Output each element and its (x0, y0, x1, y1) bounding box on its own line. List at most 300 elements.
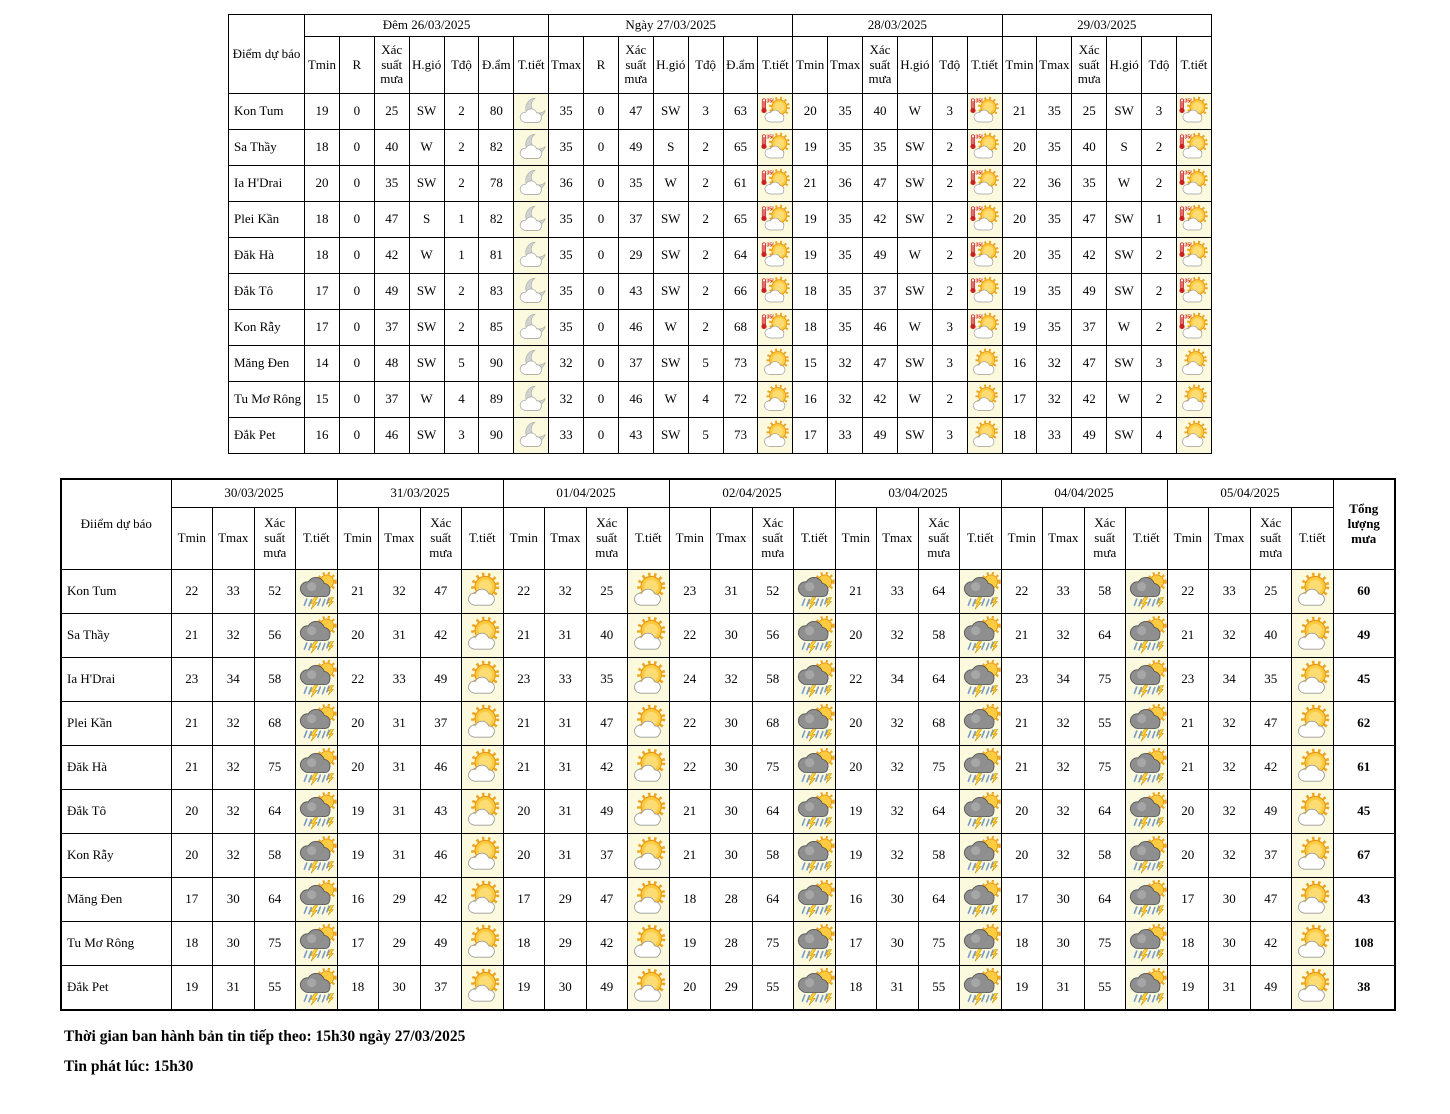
value-cell: 31 (1209, 966, 1251, 1011)
value-cell: W (653, 310, 688, 346)
hot-sun-icon (1176, 310, 1211, 346)
value-cell: 25 (1250, 570, 1292, 614)
value-cell: 80 (479, 94, 514, 130)
value-cell: 42 (863, 202, 898, 238)
value-cell: 33 (1037, 418, 1072, 454)
table-row (229, 346, 1212, 382)
value-cell: 1 (444, 238, 479, 274)
storm-icon (296, 614, 338, 658)
column-header: Tđộ (444, 37, 479, 94)
value-cell: 31 (379, 834, 421, 878)
location-label: Kon Rẫy (61, 834, 171, 878)
date-group-header: 28/03/2025 (793, 15, 1002, 37)
value-cell: 21 (1002, 94, 1037, 130)
table-row (61, 922, 1395, 966)
value-cell: 2 (932, 130, 967, 166)
sun-cloud-icon (462, 878, 504, 922)
value-cell: 29 (379, 922, 421, 966)
value-cell: 20 (1001, 834, 1043, 878)
column-header: Tmin (1002, 37, 1037, 94)
value-cell: 3 (1142, 94, 1177, 130)
value-cell: 36 (549, 166, 584, 202)
storm-icon (794, 790, 836, 834)
value-cell: 32 (877, 790, 919, 834)
value-cell: 58 (752, 834, 794, 878)
value-cell: SW (409, 166, 444, 202)
hot-sun-icon (967, 166, 1002, 202)
value-cell: 35 (828, 130, 863, 166)
storm-icon (296, 922, 338, 966)
column-header: T.tiết (462, 508, 504, 570)
value-cell: 20 (171, 834, 213, 878)
date-group-header: 31/03/2025 (337, 479, 503, 508)
sun-cloud-icon (1176, 418, 1211, 454)
svg-text:35°: 35° (975, 206, 984, 213)
next-bulletin-time: Thời gian ban hành bản tin tiếp theo: 15h30 ngày 27/03/2025 (64, 1028, 466, 1045)
value-cell: 36 (828, 166, 863, 202)
column-header: T.tiết (628, 508, 670, 570)
table-row (61, 834, 1395, 878)
value-cell: 47 (586, 878, 628, 922)
value-cell: W (409, 382, 444, 418)
value-cell: 0 (584, 274, 619, 310)
moon-cloud-icon (514, 238, 549, 274)
value-cell: 23 (669, 570, 711, 614)
value-cell: 18 (1167, 922, 1209, 966)
value-cell: 40 (586, 614, 628, 658)
value-cell: 19 (337, 790, 379, 834)
value-cell: 33 (1043, 570, 1085, 614)
value-cell: SW (1107, 94, 1142, 130)
value-cell: 29 (711, 966, 753, 1011)
table-row (229, 310, 1212, 346)
value-cell: 17 (793, 418, 828, 454)
value-cell: 2 (688, 238, 723, 274)
moon-cloud-icon (514, 310, 549, 346)
value-cell: W (409, 238, 444, 274)
value-cell: SW (1107, 238, 1142, 274)
value-cell: 0 (584, 418, 619, 454)
value-cell: 46 (618, 310, 653, 346)
value-cell: 32 (1209, 702, 1251, 746)
value-cell: 37 (586, 834, 628, 878)
table-row (229, 130, 1212, 166)
hot-sun-icon (967, 274, 1002, 310)
value-cell: 31 (545, 834, 587, 878)
value-cell: 21 (171, 614, 213, 658)
column-header: R (339, 37, 374, 94)
hot-sun-icon (758, 166, 793, 202)
value-cell: 47 (1072, 346, 1107, 382)
column-header: Xác suất mưa (618, 37, 653, 94)
value-cell: 15 (793, 346, 828, 382)
svg-text:35°: 35° (766, 98, 774, 105)
sun-cloud-icon (628, 702, 670, 746)
table-row (229, 382, 1212, 418)
table-row (61, 966, 1395, 1011)
value-cell: 19 (1002, 310, 1037, 346)
value-cell: 23 (171, 658, 213, 702)
value-cell: 20 (337, 702, 379, 746)
value-cell: 75 (1084, 922, 1126, 966)
date-group-header: Đêm 26/03/2025 (305, 15, 549, 37)
value-cell: 2 (932, 166, 967, 202)
value-cell: 32 (1209, 834, 1251, 878)
value-cell: W (897, 94, 932, 130)
storm-icon (794, 878, 836, 922)
location-label: Kon Rẫy (229, 310, 305, 346)
sun-cloud-icon (1292, 746, 1334, 790)
value-cell: 21 (1167, 614, 1209, 658)
value-cell: 89 (479, 382, 514, 418)
value-cell: 49 (586, 790, 628, 834)
sun-cloud-icon (1292, 834, 1334, 878)
value-cell: 28 (711, 922, 753, 966)
value-cell: 55 (254, 966, 296, 1011)
sun-cloud-icon (462, 658, 504, 702)
value-cell: 90 (479, 418, 514, 454)
value-cell: 2 (1142, 382, 1177, 418)
location-label: Tu Mơ Rông (61, 922, 171, 966)
value-cell: 2 (444, 94, 479, 130)
value-cell: 22 (835, 658, 877, 702)
svg-text:35°: 35° (1184, 278, 1193, 285)
sun-cloud-icon (1292, 702, 1334, 746)
svg-text:35°: 35° (766, 170, 774, 177)
value-cell: SW (897, 166, 932, 202)
value-cell: 0 (339, 346, 374, 382)
sun-cloud-icon (758, 418, 793, 454)
sun-cloud-icon (758, 346, 793, 382)
table-row (229, 166, 1212, 202)
column-header: Xác suất mưa (420, 508, 462, 570)
storm-icon (1126, 834, 1168, 878)
location-label: Ia H'Drai (229, 166, 305, 202)
column-header: Tmax (213, 508, 255, 570)
storm-icon (960, 922, 1002, 966)
value-cell: 85 (479, 310, 514, 346)
value-cell: 22 (669, 702, 711, 746)
value-cell: 65 (723, 130, 758, 166)
value-cell: 2 (1142, 130, 1177, 166)
forecast-point-header: Điểm dự báo (229, 15, 305, 94)
column-header: T.tiết (296, 508, 338, 570)
column-header: Xác suất mưa (1084, 508, 1126, 570)
value-cell: 75 (752, 922, 794, 966)
value-cell: 2 (444, 130, 479, 166)
value-cell: 35 (1037, 94, 1072, 130)
date-group-header: 03/04/2025 (835, 479, 1001, 508)
value-cell: 0 (584, 94, 619, 130)
value-cell: W (1107, 310, 1142, 346)
storm-icon (296, 746, 338, 790)
value-cell: 21 (503, 702, 545, 746)
value-cell: 35 (1250, 658, 1292, 702)
storm-icon (794, 702, 836, 746)
value-cell: 30 (1043, 922, 1085, 966)
column-header: Tmin (669, 508, 711, 570)
value-cell: 32 (213, 614, 255, 658)
value-cell: 1 (444, 202, 479, 238)
storm-icon (1126, 746, 1168, 790)
column-header: Tmin (1167, 508, 1209, 570)
value-cell: 2 (688, 166, 723, 202)
column-header: H.gió (653, 37, 688, 94)
svg-text:35°: 35° (1184, 170, 1193, 177)
value-cell: 18 (1001, 922, 1043, 966)
total-rainfall-value: 49 (1333, 614, 1395, 658)
storm-icon (296, 570, 338, 614)
value-cell: 49 (1072, 418, 1107, 454)
value-cell: 58 (254, 658, 296, 702)
value-cell: 21 (337, 570, 379, 614)
value-cell: 25 (1072, 94, 1107, 130)
svg-text:35°: 35° (975, 134, 984, 141)
value-cell: 73 (723, 346, 758, 382)
value-cell: 2 (932, 382, 967, 418)
value-cell: 32 (877, 614, 919, 658)
value-cell: 32 (1043, 834, 1085, 878)
value-cell: 55 (918, 966, 960, 1011)
value-cell: 49 (863, 418, 898, 454)
total-rainfall-value: 60 (1333, 570, 1395, 614)
location-label: Đắk Pet (229, 418, 305, 454)
value-cell: SW (1107, 346, 1142, 382)
moon-cloud-icon (514, 382, 549, 418)
sun-cloud-icon (758, 382, 793, 418)
storm-icon (960, 746, 1002, 790)
value-cell: 22 (669, 614, 711, 658)
sun-cloud-icon (1292, 790, 1334, 834)
value-cell: 3 (688, 94, 723, 130)
value-cell: 21 (669, 834, 711, 878)
value-cell: 19 (1167, 966, 1209, 1011)
value-cell: 32 (213, 702, 255, 746)
column-header: Tmin (835, 508, 877, 570)
hot-sun-icon (758, 94, 793, 130)
svg-text:35°: 35° (975, 242, 984, 249)
location-label: Kon Tum (61, 570, 171, 614)
value-cell: 29 (618, 238, 653, 274)
column-header: Tmax (379, 508, 421, 570)
value-cell: 33 (828, 418, 863, 454)
column-header: Xác suất mưa (586, 508, 628, 570)
value-cell: 5 (688, 346, 723, 382)
value-cell: 35 (1072, 166, 1107, 202)
value-cell: 56 (254, 614, 296, 658)
storm-icon (1126, 922, 1168, 966)
location-label: Đắk Pet (61, 966, 171, 1011)
column-header: Xác suất mưa (374, 37, 409, 94)
storm-icon (794, 922, 836, 966)
value-cell: 49 (420, 922, 462, 966)
value-cell: 2 (444, 166, 479, 202)
location-label: Kon Tum (229, 94, 305, 130)
value-cell: 40 (1250, 614, 1292, 658)
value-cell: SW (653, 418, 688, 454)
value-cell: 68 (254, 702, 296, 746)
value-cell: 46 (374, 418, 409, 454)
value-cell: 40 (374, 130, 409, 166)
value-cell: SW (1107, 274, 1142, 310)
value-cell: 37 (618, 202, 653, 238)
hot-sun-icon (967, 130, 1002, 166)
value-cell: 30 (711, 834, 753, 878)
value-cell: 42 (420, 878, 462, 922)
hot-sun-icon (1176, 94, 1211, 130)
hot-sun-icon (1176, 130, 1211, 166)
value-cell: 31 (545, 790, 587, 834)
value-cell: 30 (545, 966, 587, 1011)
value-cell: 21 (503, 746, 545, 790)
column-header: Xác suất mưa (863, 37, 898, 94)
value-cell: 0 (339, 238, 374, 274)
value-cell: 47 (1072, 202, 1107, 238)
value-cell: 28 (711, 878, 753, 922)
value-cell: 18 (171, 922, 213, 966)
value-cell: 4 (688, 382, 723, 418)
sun-cloud-icon (1292, 878, 1334, 922)
value-cell: 34 (1043, 658, 1085, 702)
column-header: T.tiết (960, 508, 1002, 570)
value-cell: 22 (337, 658, 379, 702)
date-group-header: 02/04/2025 (669, 479, 835, 508)
storm-icon (1126, 790, 1168, 834)
value-cell: 31 (379, 702, 421, 746)
sun-cloud-icon (1176, 382, 1211, 418)
location-label: Plei Kần (61, 702, 171, 746)
value-cell: SW (409, 274, 444, 310)
value-cell: 19 (793, 130, 828, 166)
value-cell: S (653, 130, 688, 166)
moon-cloud-icon (514, 130, 549, 166)
value-cell: SW (1107, 418, 1142, 454)
storm-icon (794, 614, 836, 658)
value-cell: 64 (723, 238, 758, 274)
storm-icon (960, 614, 1002, 658)
value-cell: SW (653, 346, 688, 382)
value-cell: 18 (305, 238, 340, 274)
value-cell: SW (653, 94, 688, 130)
value-cell: 2 (1142, 166, 1177, 202)
value-cell: W (409, 130, 444, 166)
value-cell: 68 (752, 702, 794, 746)
date-group-header: 29/03/2025 (1002, 15, 1212, 37)
value-cell: 35 (863, 130, 898, 166)
value-cell: 35 (618, 166, 653, 202)
value-cell: 30 (1209, 878, 1251, 922)
column-header: Tmin (305, 37, 340, 94)
value-cell: SW (653, 238, 688, 274)
value-cell: 2 (932, 238, 967, 274)
value-cell: 31 (379, 746, 421, 790)
storm-icon (1126, 570, 1168, 614)
value-cell: W (653, 166, 688, 202)
column-header: Tmax (711, 508, 753, 570)
value-cell: 58 (1084, 834, 1126, 878)
value-cell: 22 (1001, 570, 1043, 614)
value-cell: 18 (305, 202, 340, 238)
value-cell: 20 (669, 966, 711, 1011)
value-cell: 17 (835, 922, 877, 966)
table-row (229, 238, 1212, 274)
value-cell: 20 (305, 166, 340, 202)
value-cell: 32 (877, 702, 919, 746)
sun-cloud-icon (967, 346, 1002, 382)
value-cell: 30 (877, 878, 919, 922)
value-cell: 3 (932, 94, 967, 130)
value-cell: 0 (584, 346, 619, 382)
column-header: T.tiết (1292, 508, 1334, 570)
value-cell: 19 (793, 202, 828, 238)
value-cell: 49 (1250, 966, 1292, 1011)
value-cell: 2 (688, 130, 723, 166)
column-header: Tmax (545, 508, 587, 570)
column-header: Tmax (877, 508, 919, 570)
value-cell: 20 (1167, 790, 1209, 834)
value-cell: 32 (549, 346, 584, 382)
value-cell: 43 (420, 790, 462, 834)
value-cell: 68 (918, 702, 960, 746)
svg-text:35°: 35° (766, 206, 774, 213)
table-row (61, 658, 1395, 702)
value-cell: 49 (1072, 274, 1107, 310)
value-cell: 16 (1002, 346, 1037, 382)
storm-icon (296, 966, 338, 1011)
value-cell: 18 (835, 966, 877, 1011)
value-cell: 58 (254, 834, 296, 878)
value-cell: 47 (586, 702, 628, 746)
value-cell: 32 (1037, 346, 1072, 382)
value-cell: 17 (171, 878, 213, 922)
value-cell: 32 (1037, 382, 1072, 418)
storm-icon (960, 658, 1002, 702)
storm-icon (1126, 614, 1168, 658)
sun-cloud-icon (628, 746, 670, 790)
column-header: Tđộ (1142, 37, 1177, 94)
value-cell: SW (897, 274, 932, 310)
hot-sun-icon (1176, 202, 1211, 238)
value-cell: 49 (420, 658, 462, 702)
value-cell: 55 (752, 966, 794, 1011)
sun-cloud-icon (967, 418, 1002, 454)
value-cell: 20 (835, 614, 877, 658)
value-cell: 30 (877, 922, 919, 966)
value-cell: 75 (752, 746, 794, 790)
value-cell: 20 (171, 790, 213, 834)
value-cell: SW (1107, 202, 1142, 238)
location-label: Ia H'Drai (61, 658, 171, 702)
sun-cloud-icon (628, 834, 670, 878)
value-cell: 42 (1072, 238, 1107, 274)
value-cell: 31 (545, 746, 587, 790)
storm-icon (1126, 878, 1168, 922)
column-header: Tmax (1209, 508, 1251, 570)
value-cell: 32 (877, 746, 919, 790)
value-cell: 36 (1037, 166, 1072, 202)
value-cell: SW (409, 346, 444, 382)
value-cell: 4 (1142, 418, 1177, 454)
value-cell: 35 (549, 274, 584, 310)
value-cell: 35 (828, 274, 863, 310)
value-cell: 21 (1001, 702, 1043, 746)
moon-cloud-icon (514, 166, 549, 202)
value-cell: 58 (1084, 570, 1126, 614)
sun-cloud-icon (462, 966, 504, 1011)
date-group-header: 30/03/2025 (171, 479, 337, 508)
sun-cloud-icon (628, 570, 670, 614)
value-cell: 33 (379, 658, 421, 702)
